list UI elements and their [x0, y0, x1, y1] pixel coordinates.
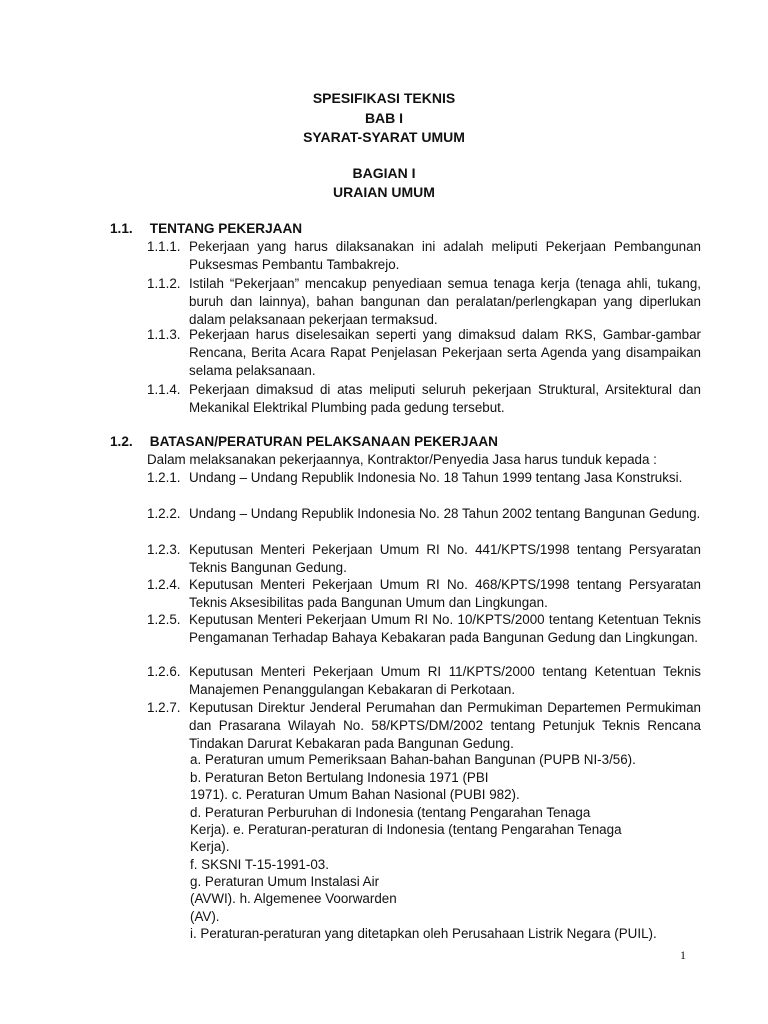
section-number: 1.2.	[110, 434, 133, 449]
item-text: Keputusan Menteri Pekerjaan Umum RI No. 10/KPTS/2000 tentang Ketentuan Teknis Pengamanan Terhadap Bahaya Kebakaran pada Bangunan Gedung dan Lingkungan.	[189, 612, 701, 645]
sub-line: b. Peraturan Beton Bertulang Indonesia 1971 (PBI	[190, 770, 489, 785]
item-number: 1.2.5.	[147, 612, 181, 627]
part-label: BAGIAN I	[352, 165, 416, 181]
chapter-label: BAB I	[364, 110, 404, 126]
item-text: Undang – Undang Republik Indonesia No. 18 Tahun 1999 tentang Jasa Konstruksi.	[189, 470, 683, 485]
item-number: 1.2.2.	[147, 506, 181, 521]
item-number: 1.1.1.	[147, 239, 181, 254]
list-item	[147, 576, 701, 612]
list-item	[147, 326, 701, 380]
list-item	[147, 469, 701, 487]
sub-line: (AV).	[190, 909, 220, 924]
list-item	[147, 541, 701, 577]
item-number: 1.1.2.	[147, 276, 181, 291]
sub-line: f. SKSNI T-15-1991-03.	[190, 857, 329, 872]
section-intro: Dalam melaksanakan pekerjaannya, Kontraktor/Penyedia Jasa harus tunduk kepada :	[147, 452, 657, 467]
sub-line: g. Peraturan Umum Instalasi Air	[190, 874, 380, 889]
item-number: 1.2.3.	[147, 542, 181, 557]
item-number: 1.1.3.	[147, 327, 181, 342]
item-text: Pekerjaan dimaksud di atas meliputi seluruh pekerjaan Struktural, Arsitektural dan Mekanikal Elektrikal Plumbing pada gedung tersebut.	[189, 382, 701, 415]
item-text: Undang – Undang Republik Indonesia No. 28 Tahun 2002 tentang Bangunan Gedung.	[189, 506, 701, 521]
list-item	[147, 505, 701, 523]
item-text: Keputusan Menteri Pekerjaan Umum RI 11/KPTS/2000 tentang Ketentuan Teknis Manajemen Penanggulangan Kebakaran di Perkotaan.	[189, 664, 701, 697]
section-heading	[110, 221, 302, 236]
doc-title: SPESIFIKASI TEKNIS	[312, 90, 456, 106]
chapter-title: SYARAT-SYARAT UMUM	[303, 129, 465, 145]
item-number: 1.2.4.	[147, 577, 181, 592]
section-title: BATASAN/PERATURAN PELAKSANAAN PEKERJAAN	[149, 434, 498, 449]
item-text: Keputusan Menteri Pekerjaan Umum RI No. 468/KPTS/1998 tentang Persyaratan Teknis Aksesibilitas pada Bangunan Umum dan Lingkungan.	[189, 577, 701, 610]
sub-line: 1971). c. Peraturan Umum Bahan Nasional (PUBI 982).	[190, 787, 520, 802]
section-number: 1.1.	[110, 221, 133, 236]
sub-line: i. Peraturan-peraturan yang ditetapkan oleh Perusahaan Listrik Negara (PUIL).	[190, 926, 657, 941]
section-title: TENTANG PEKERJAAN	[149, 221, 303, 236]
page-number: 1	[680, 948, 686, 962]
item-number: 1.2.1.	[147, 470, 181, 485]
sub-line: (AVWI). h. Algemenee Voorwarden	[190, 891, 397, 906]
part-title: URAIAN UMUM	[333, 184, 435, 200]
list-item	[147, 699, 701, 753]
item-text: Keputusan Menteri Pekerjaan Umum RI No. 441/KPTS/1998 tentang Persyaratan Teknis Bangunan Gedung.	[189, 542, 701, 575]
sub-line: d. Peraturan Perburuhan di Indonesia (tentang Pengarahan Tenaga	[190, 805, 591, 820]
item-text: Keputusan Direktur Jenderal Perumahan dan Permukiman Departemen Permukiman dan Prasarana Wilayah No. 58/KPTS/DM/2002 tentang Petunjuk Teknis Rencana Tindakan Darurat Kebakaran pada Bangunan Gedung.	[189, 700, 701, 751]
item-text: Pekerjaan yang harus dilaksanakan ini adalah meliputi Pekerjaan Pembangunan Puksesmas Pembantu Tambakrejo.	[189, 239, 701, 272]
list-item	[147, 275, 701, 329]
item-text: Istilah “Pekerjaan” mencakup penyediaan semua tenaga kerja (tenaga ahli, tukang, buruh dan lainnya), bahan bangunan dan peralatan/perlengkapan yang diperlukan dalam pelaksanaan pekerjaan termaksud.	[189, 276, 701, 327]
list-item	[147, 663, 701, 699]
item-number: 1.2.6.	[147, 664, 181, 679]
list-item	[147, 611, 701, 647]
item-text: Pekerjaan harus diselesaikan seperti yang dimaksud dalam RKS, Gambar-gambar Rencana, Berita Acara Rapat Penjelasan Pekerjaan serta Agenda yang disampaikan selama pelaksanaan.	[189, 327, 701, 378]
section-heading	[110, 434, 498, 449]
item-number: 1.2.7.	[147, 700, 181, 715]
sub-line: Kerja).	[190, 839, 230, 854]
sub-line: Kerja). e. Peraturan-peraturan di Indonesia (tentang Pengarahan Tenaga	[190, 822, 622, 837]
list-item	[147, 238, 701, 274]
list-item	[147, 381, 701, 417]
sub-line: a. Peraturan umum Pemeriksaan Bahan-bahan Bangunan (PUPB NI-3/56).	[190, 752, 636, 767]
item-number: 1.1.4.	[147, 382, 181, 397]
